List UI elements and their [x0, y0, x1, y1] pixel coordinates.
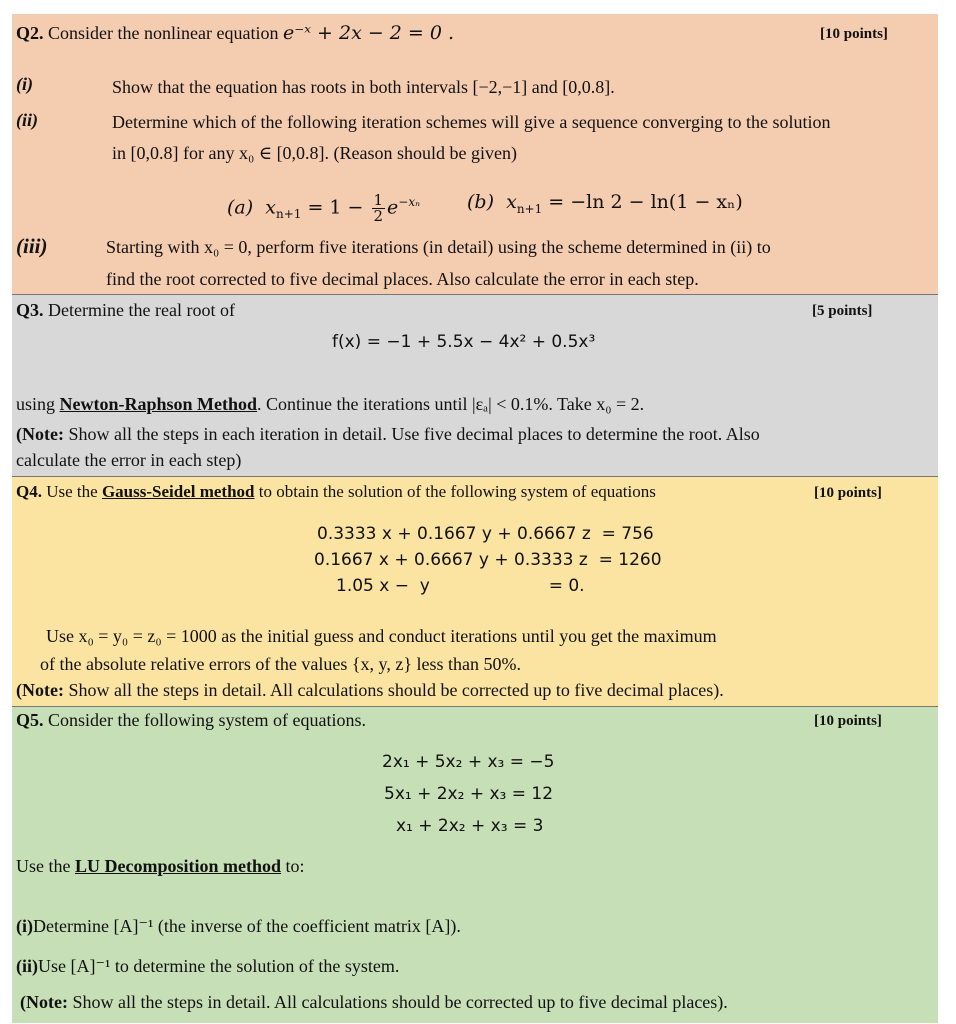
- q2-number: Q2.: [16, 23, 44, 43]
- q2-points: [10 points]: [820, 26, 888, 42]
- q2-part-iii-text-1: Starting with x₀ = 0, perform five iterations (in detail) using the scheme determined in (ii) to: [106, 237, 771, 257]
- q2-scheme-b-lhs: x: [506, 191, 517, 213]
- q4-guess-line-2: of the absolute relative errors of the values {x, y, z} less than 50%.: [40, 654, 521, 674]
- q2-scheme-b: [467, 184, 743, 227]
- q4-pre: Use the: [46, 482, 98, 501]
- q3-note-label: (Note:: [16, 424, 64, 444]
- q5-note-text: Show all the steps in detail. All calculations should be corrected up to five decimal places).: [72, 992, 728, 1012]
- q2-scheme-a-exp: e: [387, 196, 399, 219]
- question-2-block: [12, 14, 938, 294]
- q2-title: Consider the nonlinear equation: [48, 23, 279, 43]
- q2-scheme-a-sub: n+1: [275, 207, 302, 222]
- q5-part-i-text: Determine [A]⁻¹ (the inverse of the coefficient matrix [A]).: [33, 916, 461, 936]
- q4-method: Gauss-Seidel method: [101, 482, 255, 501]
- q3-heading: [16, 299, 235, 321]
- q5-part-ii-label: (ii): [16, 956, 38, 976]
- q2-equation: e⁻ˣ + 2x − 2 = 0 .: [282, 22, 455, 44]
- q2-scheme-a: [227, 184, 420, 232]
- q2-part-i-label: (i): [16, 74, 33, 94]
- question-3-block: [12, 294, 938, 477]
- q5-equation-2: 5x₁ + 2x₂ + x₃ = 12: [384, 784, 554, 804]
- q2-heading: [16, 22, 454, 44]
- question-5-block: [12, 706, 938, 1023]
- q3-note-line-2: calculate the error in each step): [16, 450, 242, 470]
- q3-number: Q3.: [16, 300, 44, 320]
- q4-post: to obtain the solution of the following system of equations: [258, 482, 656, 501]
- q5-note-label: (Note:: [20, 992, 68, 1012]
- q3-using: using: [16, 394, 56, 414]
- q3-stop-criteria: . Continue the iterations until |εₐ| < 0.1%. Take x₀ = 2.: [257, 394, 645, 414]
- q5-points: [10 points]: [814, 713, 882, 729]
- q5-equation-1: 2x₁ + 5x₂ + x₃ = −5: [382, 752, 555, 772]
- q3-note-text: Show all the steps in each iteration in detail. Use five decimal places to determine the root. Also: [68, 424, 760, 444]
- q2-part-ii-label: (ii): [16, 110, 38, 130]
- q2-part-i-text: Show that the equation has roots in both intervals [−2,−1] and [0,0.8].: [112, 77, 615, 97]
- q3-points: [5 points]: [812, 303, 873, 319]
- q2-scheme-a-label: (a): [227, 196, 254, 219]
- q2-scheme-a-lhs: x: [265, 196, 276, 219]
- q5-use-post: to:: [285, 856, 305, 876]
- q4-guess-line-1: Use x₀ = y₀ = z₀ = 1000 as the initial guess and conduct iterations until you get the maximum: [46, 626, 717, 646]
- fraction-denominator: 2: [373, 206, 384, 225]
- q5-note: [20, 991, 728, 1013]
- q2-part-ii-text-1: Determine which of the following iteration schemes will give a sequence converging to the solution: [112, 112, 831, 132]
- q2-scheme-b-sub: n+1: [516, 201, 543, 216]
- q2-scheme-b-rhs: = −ln 2 − ln(1 − xₙ): [548, 191, 743, 213]
- q2-scheme-a-fraction: [372, 190, 386, 225]
- q2-part-iii-label: (iii): [16, 234, 48, 258]
- q4-equation-1: 0.3333 x + 0.1667 y + 0.6667 z = 756: [317, 524, 654, 544]
- q2-scheme-b-label: (b): [467, 191, 494, 213]
- q2-scheme-a-eq: = 1 −: [307, 196, 364, 219]
- q2-scheme-a-sup: −xₙ: [398, 195, 420, 209]
- fraction-numerator: 1: [373, 190, 384, 209]
- q3-note-line-1: [16, 423, 760, 445]
- q2-part-iii-text-2: find the root corrected to five decimal places. Also calculate the error in each step.: [106, 269, 699, 289]
- q4-note-label: (Note:: [16, 680, 64, 700]
- q5-use-line: [16, 855, 305, 877]
- q2-part-ii-text-2: in [0,0.8] for any x₀ ∈ [0,0.8]. (Reason should be given): [112, 143, 518, 163]
- q3-title: Determine the real root of: [48, 300, 235, 320]
- q4-equation-3: 1.05 x − y = 0.: [336, 576, 585, 596]
- q4-equation-2: 0.1667 x + 0.6667 y + 0.3333 z = 1260: [314, 550, 662, 570]
- q5-title: Consider the following system of equations.: [48, 710, 366, 730]
- q5-number: Q5.: [16, 710, 44, 730]
- q5-part-ii-text: Use [A]⁻¹ to determine the solution of the system.: [38, 956, 400, 976]
- q4-note: [16, 679, 724, 701]
- q5-equation-3: x₁ + 2x₂ + x₃ = 3: [396, 816, 544, 836]
- q3-instruction: [16, 393, 644, 415]
- q5-part-i: [16, 915, 461, 937]
- q5-part-i-label: (i): [16, 916, 33, 936]
- q4-number: Q4.: [16, 482, 42, 501]
- question-4-block: [12, 476, 938, 707]
- q5-part-ii: [16, 955, 399, 977]
- q4-heading: [16, 481, 656, 503]
- q5-heading: [16, 709, 366, 731]
- q5-method: LU Decomposition method: [74, 856, 281, 876]
- q3-equation: f(x) = −1 + 5.5x − 4x² + 0.5x³: [332, 332, 596, 352]
- q4-note-text: Show all the steps in detail. All calculations should be corrected up to five decimal places).: [68, 680, 724, 700]
- q3-method: Newton-Raphson Method: [59, 394, 258, 414]
- q5-use-pre: Use the: [16, 856, 71, 876]
- q4-points: [10 points]: [814, 485, 882, 501]
